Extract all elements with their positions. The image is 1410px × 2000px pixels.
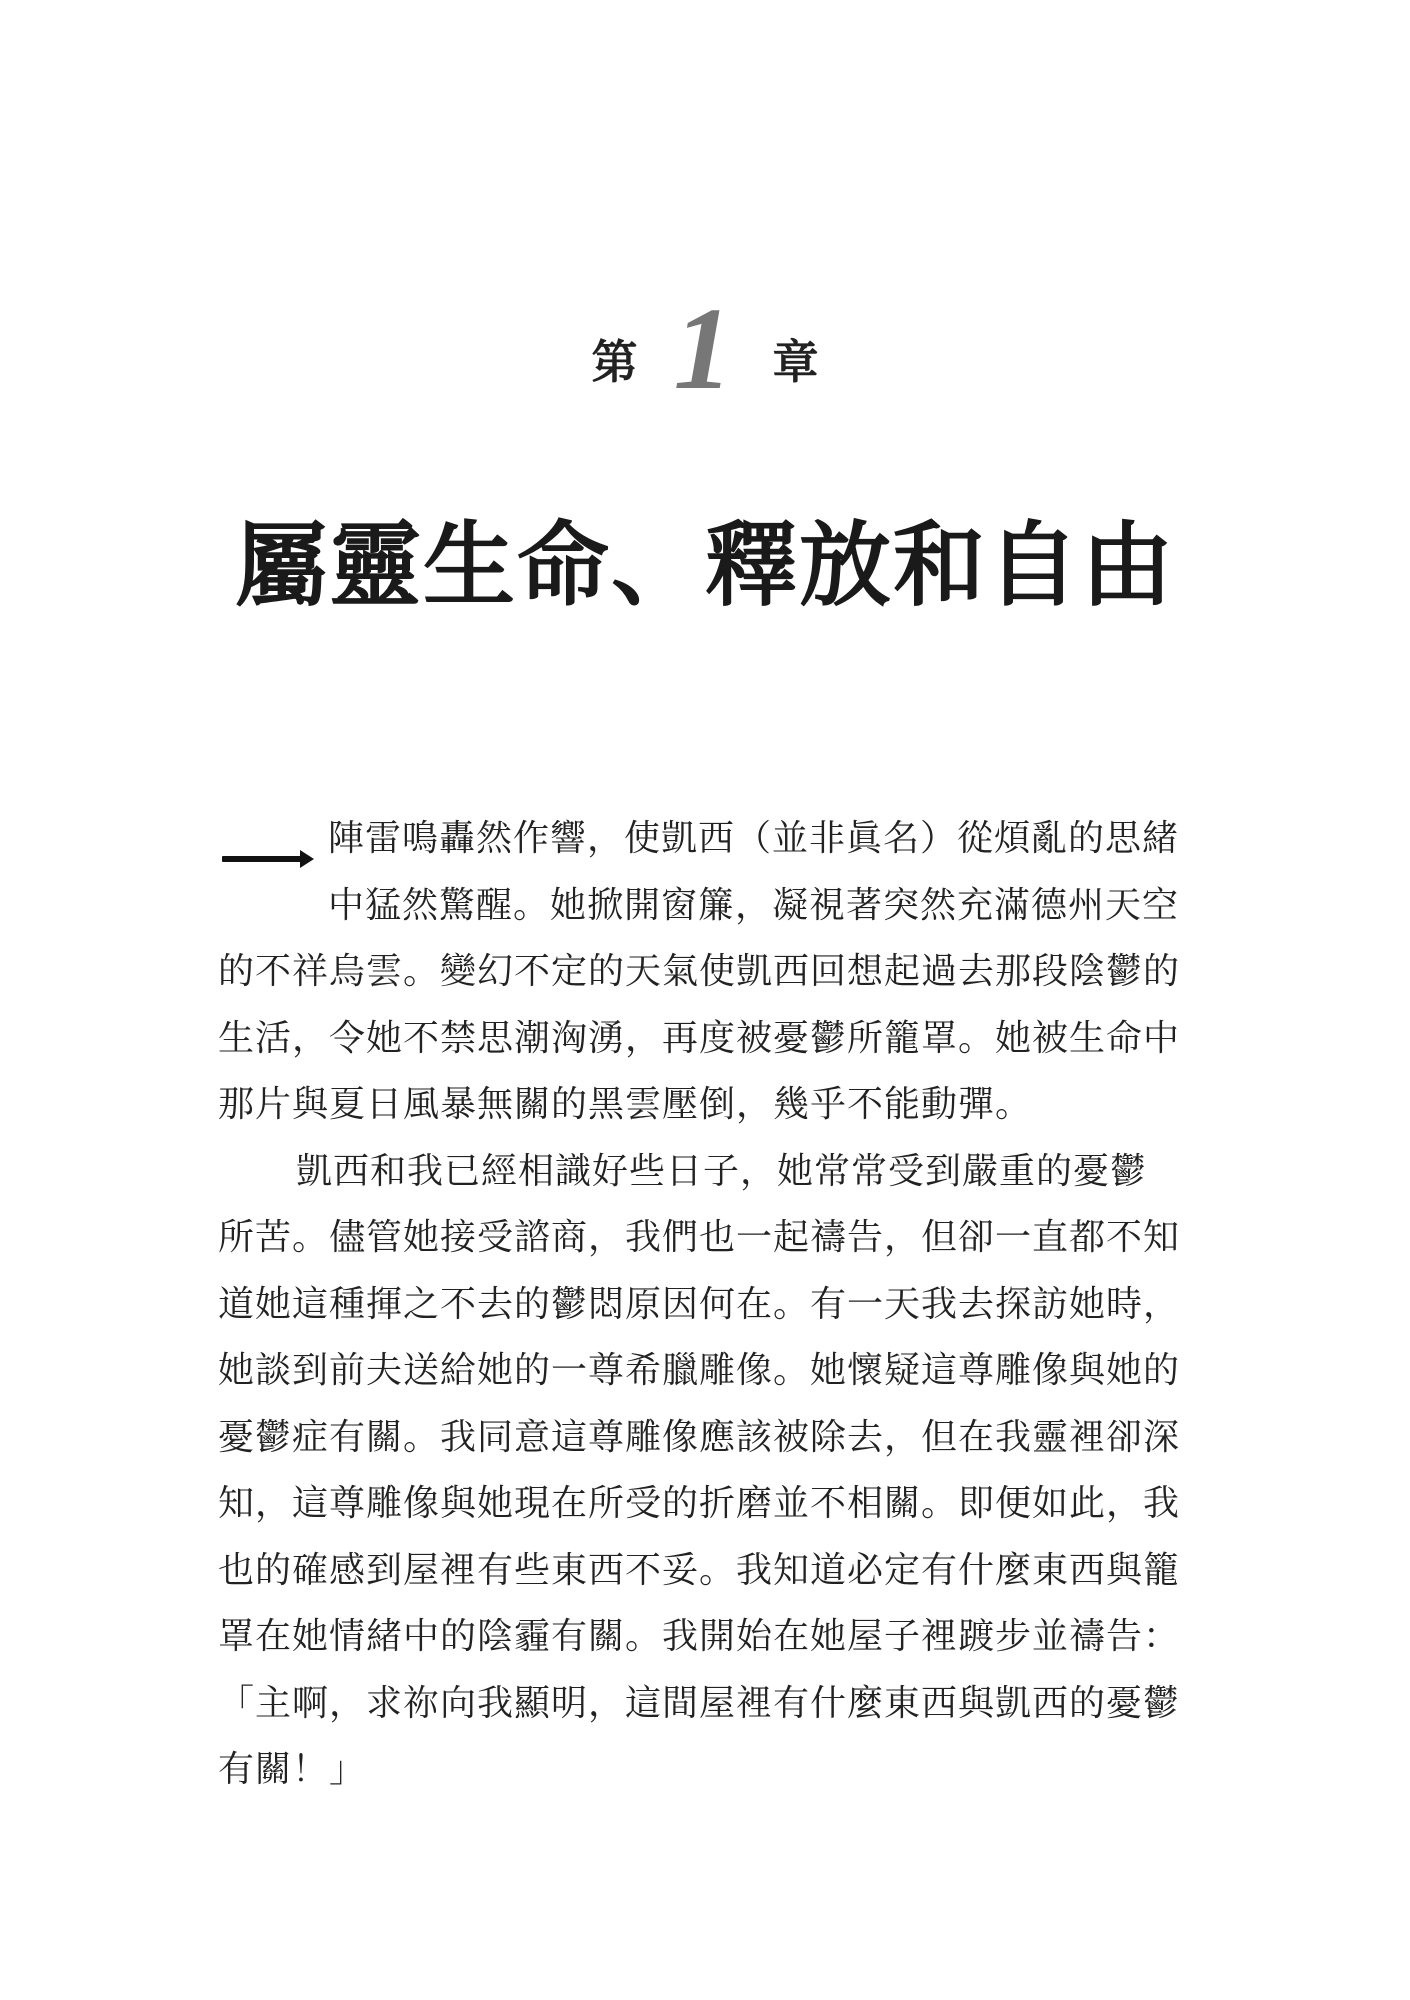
body-line: 憂鬱症有關。我同意這尊雕像應該被除去，但在我靈裡卻深: [218, 1416, 1181, 1458]
body-line: 「主啊，求祢向我顯明，這間屋裡有什麼東西與凱西的憂鬱: [218, 1682, 1181, 1724]
body-line: 知，這尊雕像與她現在所受的折磨並不相關。即便如此，我: [218, 1483, 1181, 1524]
body-text: [218, 806, 1238, 1804]
chapter-title: 屬靈生命、釋放和自由: [234, 512, 1175, 619]
chapter-prefix: 第: [591, 335, 638, 389]
chapter-suffix: 章: [772, 335, 819, 389]
body-line: 她談到前夫送給她的一尊希臘雕像。她懷疑這尊雕像與她的: [218, 1350, 1181, 1391]
chapter-label: [0, 283, 1410, 414]
body-line: 陣雷鳴轟然作響，使凱西（並非眞名）從煩亂的思緒: [328, 818, 1180, 859]
chapter-number: 1: [673, 283, 733, 414]
body-line: 那片與夏日風暴無關的黑雲壓倒，幾乎不能動彈。: [218, 1084, 1033, 1125]
body-line: 所苦。儘管她接受諮商，我們也一起禱告，但卻一直都不知: [218, 1217, 1181, 1258]
body-line: 有關！」: [218, 1749, 367, 1790]
body-line: 罩在她情緒中的陰霾有關。我開始在她屋子裡踱步並禱告：: [218, 1616, 1181, 1657]
body-line: 凱西和我已經相識好些日子，她常常受到嚴重的憂鬱: [296, 1150, 1148, 1192]
body-line: 中猛然驚醒。她掀開窗簾，凝視著突然充滿德州天空: [328, 884, 1180, 926]
body-line: 的不祥烏雲。變幻不定的天氣使凱西回想起過去那段陰鬱的: [218, 951, 1181, 992]
body-line: 也的確感到屋裡有些東西不妥。我知道必定有什麼東西與籠: [218, 1549, 1181, 1591]
body-line: 道她這種揮之不去的鬱悶原因何在。有一天我去探訪她時，: [218, 1283, 1181, 1325]
body-line: 生活，令她不禁思潮洶湧，再度被憂鬱所籠罩。她被生命中: [218, 1017, 1181, 1059]
